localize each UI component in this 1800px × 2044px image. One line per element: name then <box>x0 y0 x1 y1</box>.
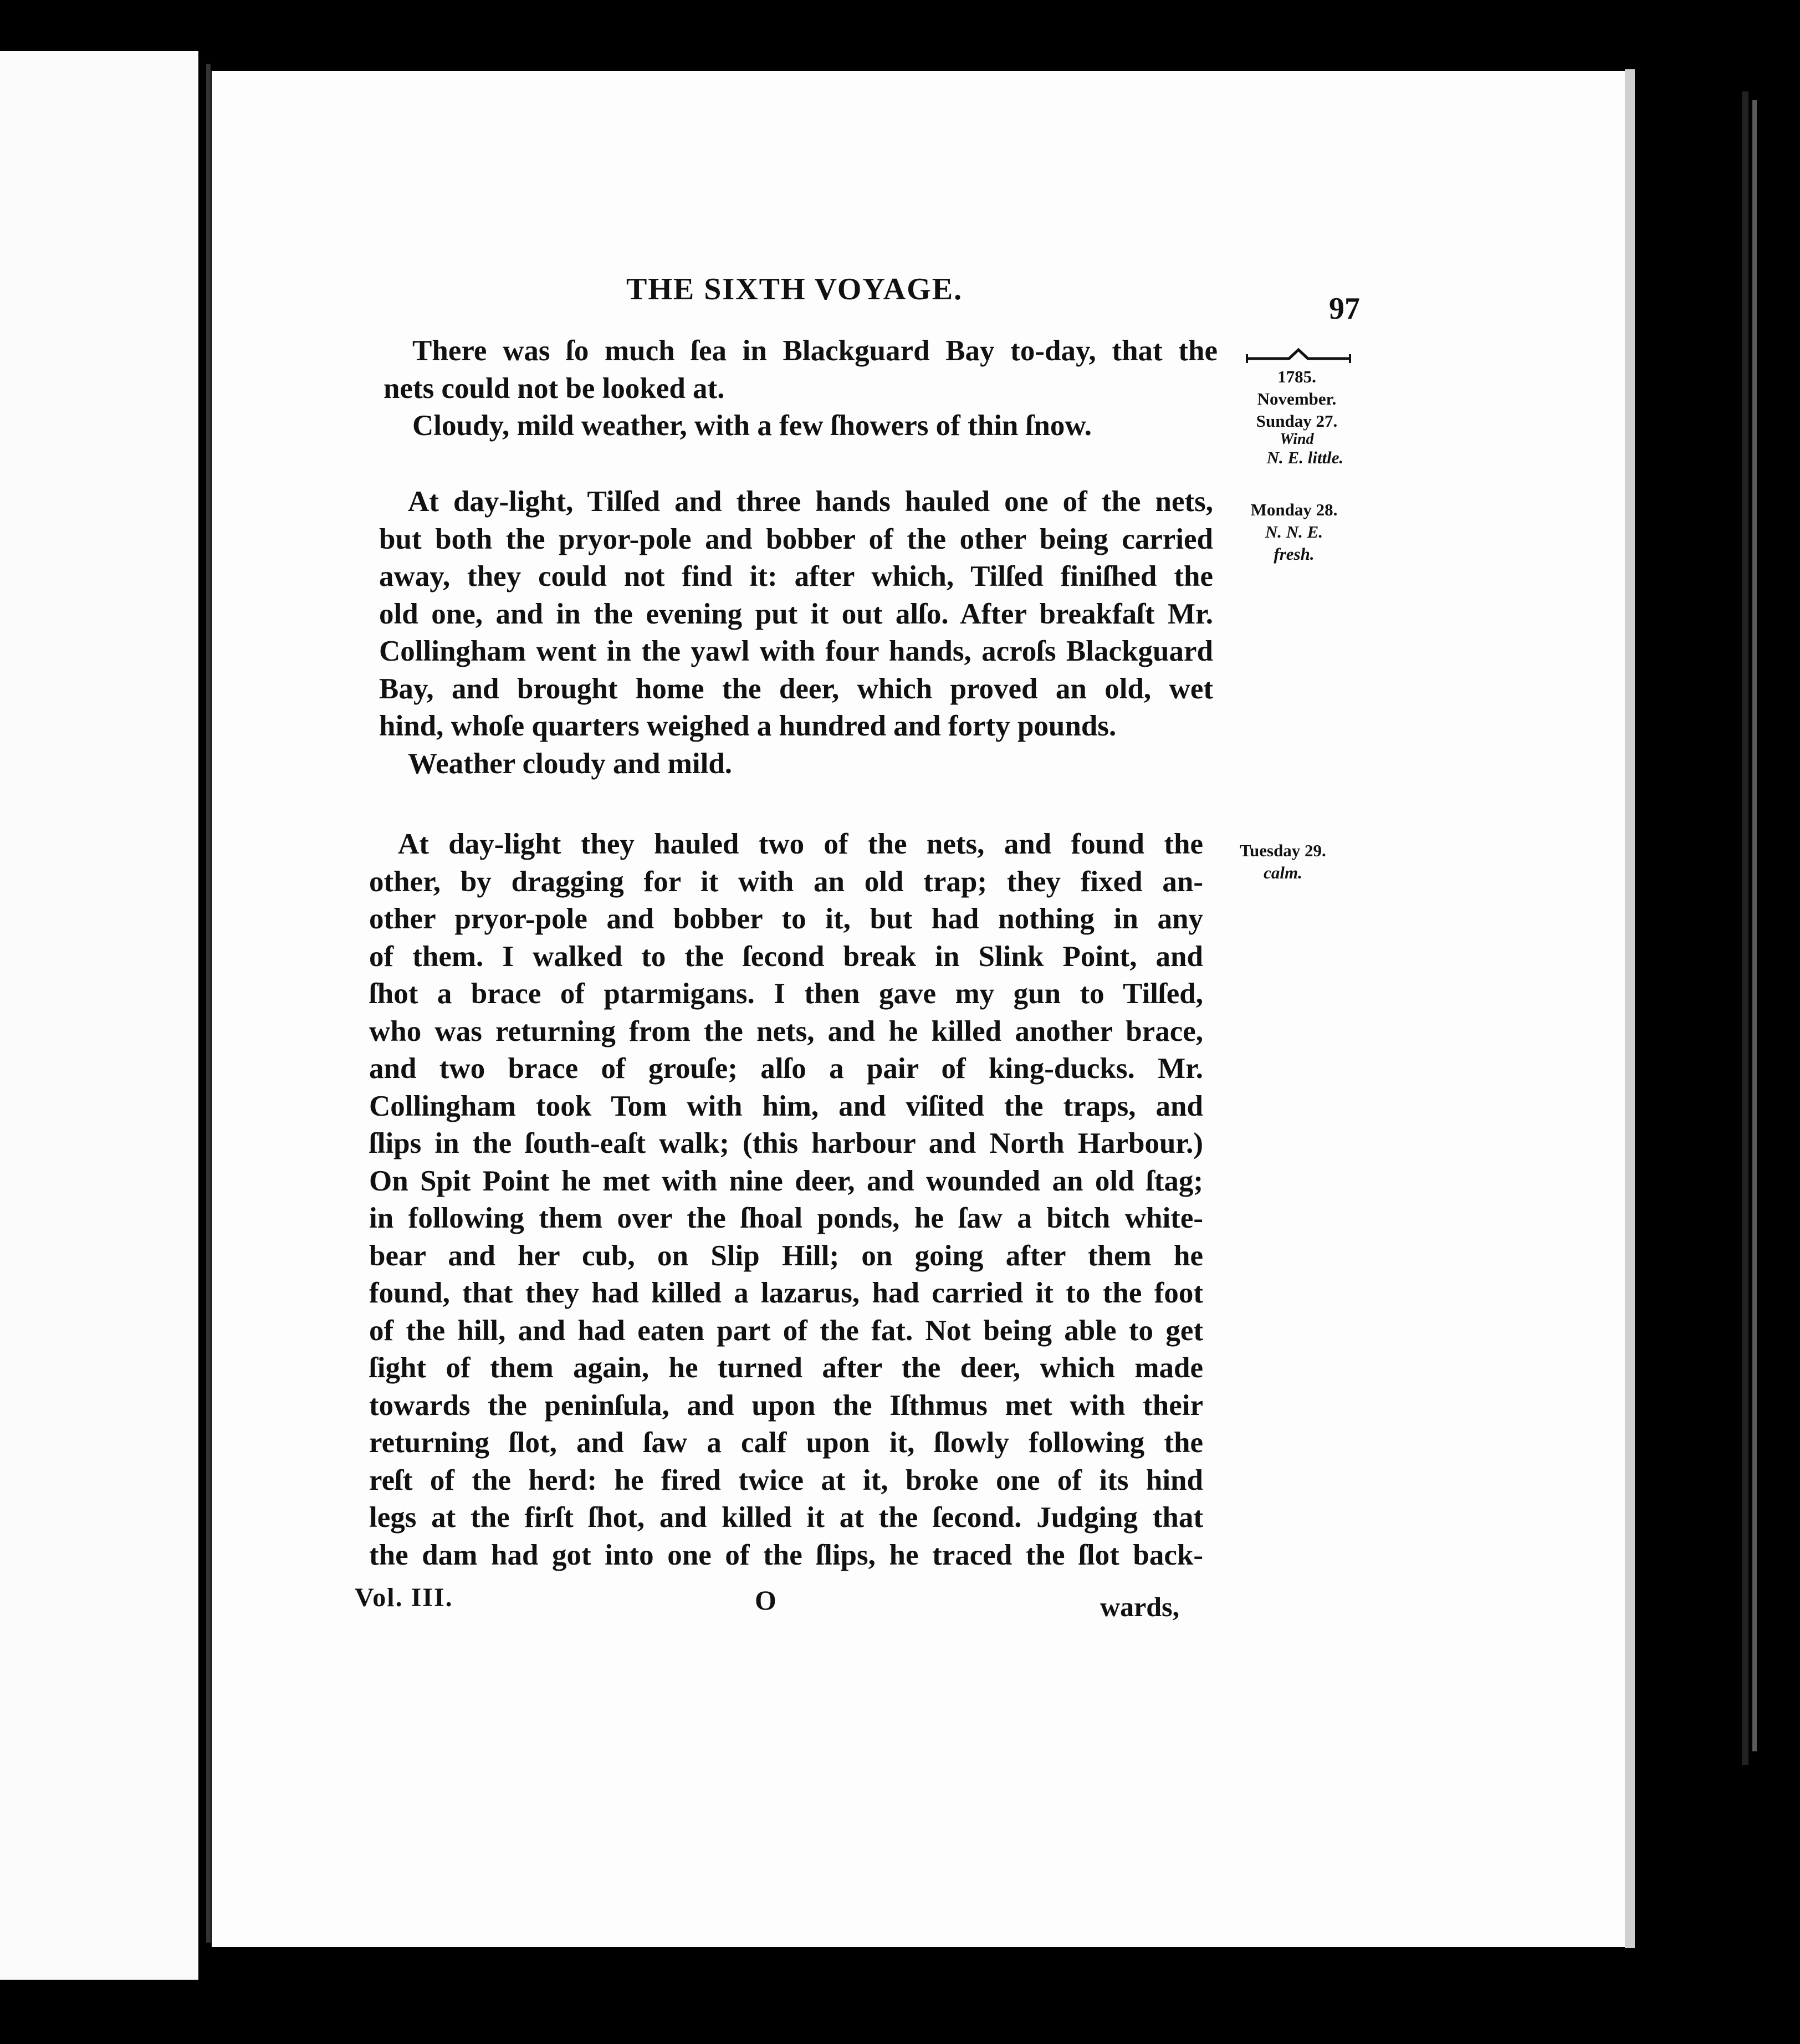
margin-tuesday: Tuesday 29. <box>1240 841 1326 860</box>
text-line: away, they could not find it: after which, Tilſed finiſhed the <box>379 560 1213 592</box>
text-line: At day-light they hauled two of the nets, and found the <box>398 828 1203 860</box>
text-line: Bay, and brought home the deer, which proved an old, wet <box>379 672 1213 705</box>
scanner-border-bar-secondary <box>1752 100 1757 1751</box>
margin-tuesday-wind: calm. <box>1264 863 1302 882</box>
text-line: the dam had got into one of the ſlips, he traced the ſlot back- <box>369 1539 1203 1571</box>
gutter-shadow <box>206 64 211 1943</box>
catchword: wards, <box>1100 1591 1180 1622</box>
text-line: returning ſlot, and ſaw a calf upon it, ſlowly following the <box>369 1427 1203 1459</box>
facing-page-edge <box>0 51 198 1980</box>
paragraph-block-nov28 <box>379 483 1213 783</box>
text-line: old one, and in the evening put it out alſo. After breakfaſt Mr. <box>379 597 1213 630</box>
text-line: of the hill, and had eaten part of the fat. Not being able to get <box>369 1314 1203 1347</box>
page-edge-shadow <box>1625 69 1635 1948</box>
text-line: bear and her cub, on Slip Hill; on going after them he <box>369 1239 1203 1272</box>
text-line: reſt of the herd: he fired twice at it, broke one of its hind <box>369 1464 1203 1496</box>
margin-monday-wind-strength: fresh. <box>1274 544 1315 564</box>
signature-mark: O <box>755 1585 776 1616</box>
text-line: legs at the firſt ſhot, and killed it at the ſecond. Judging that <box>369 1501 1203 1534</box>
text-line: Collingham took Tom with him, and viſited the traps, and <box>369 1090 1203 1122</box>
margin-year: 1785. <box>1277 367 1316 386</box>
text-line: Weather cloudy and mild. <box>408 747 733 780</box>
text-line: At day-light, Tilſed and three hands hauled one of the nets, <box>408 486 1213 518</box>
text-line: found, that they had killed a lazarus, had carried it to the foot <box>369 1277 1203 1309</box>
volume-marker: Vol. III. <box>355 1583 453 1612</box>
text-line: hind, whoſe quarters weighed a hundred and forty pounds. <box>379 710 1117 742</box>
text-line: ſight of them again, he turned after the deer, which made <box>369 1352 1203 1384</box>
text-line: who was returning from the nets, and he killed another brace, <box>369 1015 1203 1047</box>
margin-sunday-wind: N. E. little. <box>1266 448 1344 467</box>
paragraph-block-nov27 <box>383 333 1218 445</box>
margin-wind-label: Wind <box>1280 431 1314 448</box>
text-line: other pryor-pole and bobber to it, but had nothing in any <box>369 903 1203 935</box>
margin-note-monday <box>1230 499 1358 565</box>
margin-monday-wind: N. N. E. <box>1265 522 1323 541</box>
text-line: other, by dragging for it with an old trap; they fixed an- <box>369 865 1203 898</box>
margin-note-date-1785 <box>1233 366 1361 469</box>
text-line: There was ſo much ſea in Blackguard Bay to-day, that the <box>412 335 1218 367</box>
text-line: nets could not be looked at. <box>383 372 725 405</box>
text-line: but both the pryor-pole and bobber of the other being carried <box>379 523 1213 555</box>
text-line: On Spit Point he met with nine deer, and wounded an old ſtag; <box>369 1164 1203 1197</box>
margin-sunday: Sunday 27. <box>1256 411 1338 431</box>
paragraph-block-nov29 <box>369 826 1203 1574</box>
text-line: Cloudy, mild weather, with a few ſhowers of thin ſnow. <box>412 410 1092 442</box>
text-line: ſhot a brace of ptarmigans. I then gave my gun to Tilſed, <box>369 978 1203 1010</box>
margin-month: November. <box>1257 389 1337 408</box>
text-line: in following them over the ſhoal ponds, he ſaw a bitch white- <box>369 1202 1203 1234</box>
text-line: and two brace of grouſe; alſo a pair of king-ducks. Mr. <box>369 1052 1203 1085</box>
text-line: ſlips in the ſouth-eaſt walk; (this harbour and North Harbour.) <box>369 1127 1203 1159</box>
margin-brace <box>1246 346 1351 369</box>
margin-monday: Monday 28. <box>1250 500 1338 519</box>
text-line: Collingham went in the yawl with four hands, acroſs Blackguard <box>379 635 1213 667</box>
text-line: towards the peninſula, and upon the Iſthmus met with their <box>369 1389 1203 1422</box>
scanner-border-bar <box>1742 91 1748 1765</box>
margin-note-tuesday <box>1219 840 1347 884</box>
page-number: 97 <box>1329 292 1360 326</box>
text-line: of them. I walked to the ſecond break in Slink Point, and <box>369 940 1203 973</box>
running-title: THE SIXTH VOYAGE. <box>626 272 963 306</box>
